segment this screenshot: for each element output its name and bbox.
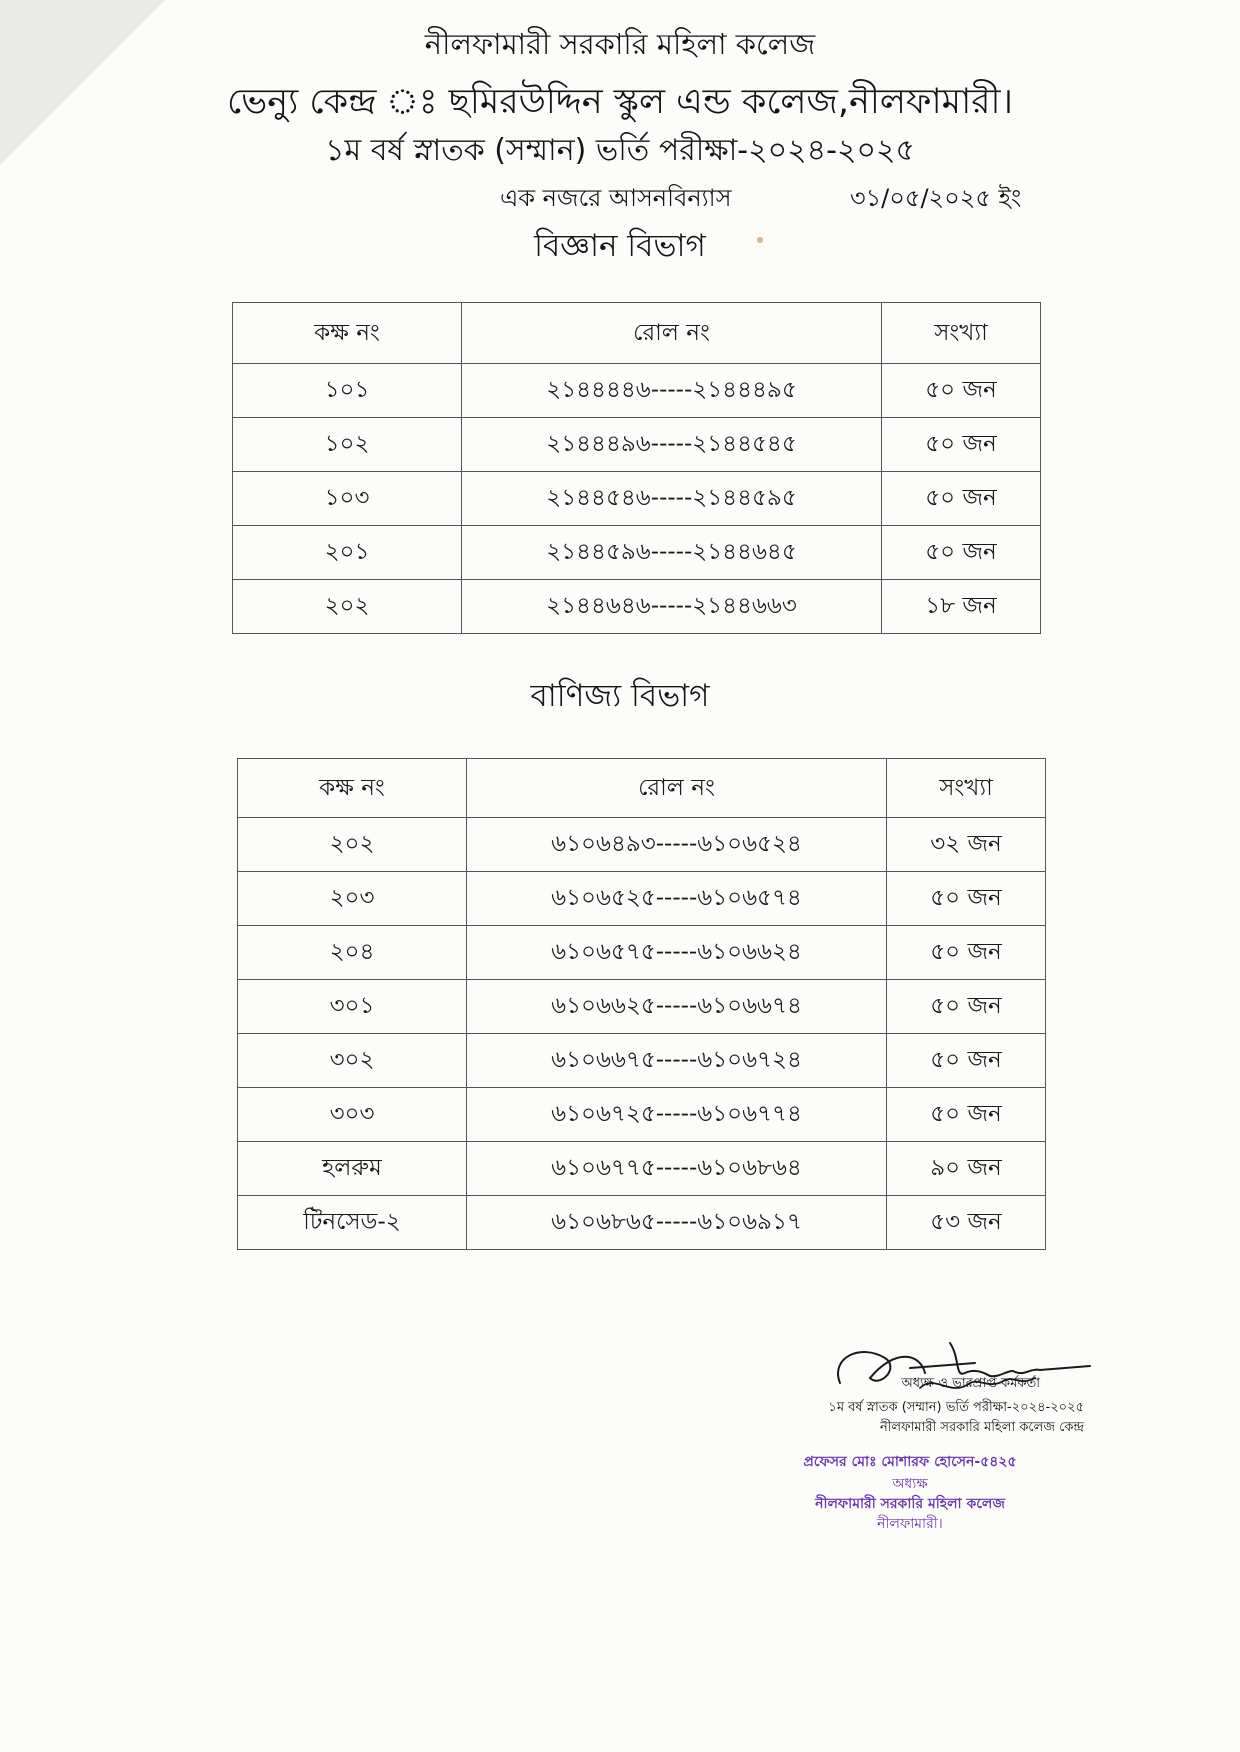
college-name: নীলফামারী সরকারি মহিলা কলেজ xyxy=(424,27,816,61)
header-room: কক্ষ নং xyxy=(238,759,467,818)
count-cell: ৫০ জন xyxy=(882,364,1041,418)
table-row xyxy=(238,872,1046,926)
roll-range-cell: ৬১০৬৭৭৫-----৬১০৬৮৬৪ xyxy=(467,1142,887,1196)
table-row xyxy=(238,1088,1046,1142)
header-room: কক্ষ নং xyxy=(233,303,462,364)
science-section-title: বিজ্ঞান বিভাগ xyxy=(534,228,706,264)
roll-range-cell: ৬১০৬৪৯৩-----৬১০৬৫২৪ xyxy=(467,818,887,872)
table-row xyxy=(238,980,1046,1034)
count-cell: ৫০ জন xyxy=(887,1088,1046,1142)
signature-block xyxy=(700,1320,1120,1550)
table-row xyxy=(233,580,1041,634)
header-count: সংখ্যা xyxy=(882,303,1041,364)
count-cell: ৫০ জন xyxy=(882,472,1041,526)
commerce-section-title: বাণিজ্য বিভাগ xyxy=(530,678,710,714)
count-cell: ৫০ জন xyxy=(887,926,1046,980)
room-cell: ১০১ xyxy=(233,364,462,418)
table-row xyxy=(238,926,1046,980)
seal-title: অধ্যক্ষ xyxy=(892,1476,928,1492)
room-cell: ১০৩ xyxy=(233,472,462,526)
commerce-seat-table xyxy=(237,758,1046,1250)
room-cell: ২০২ xyxy=(238,818,467,872)
count-cell: ১৮ জন xyxy=(882,580,1041,634)
header-roll: রোল নং xyxy=(467,759,887,818)
table-row xyxy=(233,472,1041,526)
roll-range-cell: ২১৪৪৪৪৬-----২১৪৪৪৯৫ xyxy=(462,364,882,418)
room-cell: ১০২ xyxy=(233,418,462,472)
roll-range-cell: ২১৪৪৫৯৬-----২১৪৪৬৪৫ xyxy=(462,526,882,580)
count-cell: ৫০ জন xyxy=(887,872,1046,926)
table-row xyxy=(238,1034,1046,1088)
science-seat-table xyxy=(232,302,1041,634)
room-cell: ৩০২ xyxy=(238,1034,467,1088)
count-cell: ৫০ জন xyxy=(887,1034,1046,1088)
signatory-exam: ১ম বর্ষ স্নাতক (সম্মান) ভর্তি পরীক্ষা-২০২৪-২০২৫ xyxy=(828,1400,1084,1415)
signatory-center: নীলফামারী সরকারি মহিলা কলেজ কেন্দ্র xyxy=(879,1420,1084,1435)
count-cell: ৩২ জন xyxy=(887,818,1046,872)
roll-range-cell: ৬১০৬৮৬৫-----৬১০৬৯১৭ xyxy=(467,1196,887,1250)
seat-plan-subtitle: এক নজরে আসনবিন্যাস xyxy=(500,184,732,212)
count-cell: ৫০ জন xyxy=(882,418,1041,472)
roll-range-cell: ৬১০৬৬২৫-----৬১০৬৬৭৪ xyxy=(467,980,887,1034)
room-cell: হলরুম xyxy=(238,1142,467,1196)
venue-center: ভেন্যু কেন্দ্র ঃ ছমিরউদ্দিন স্কুল এন্ড কলেজ,নীলফামারী। xyxy=(226,82,1014,122)
count-cell: ৫০ জন xyxy=(882,526,1041,580)
table-row xyxy=(233,418,1041,472)
room-cell: ২০১ xyxy=(233,526,462,580)
roll-range-cell: ৬১০৬৫২৫-----৬১০৬৫৭৪ xyxy=(467,872,887,926)
roll-range-cell: ৬১০৬৬৭৫-----৬১০৬৭২৪ xyxy=(467,1034,887,1088)
exam-title: ১ম বর্ষ স্নাতক (সম্মান) ভর্তি পরীক্ষা-২০২৪-২০২৫ xyxy=(325,133,915,168)
header-roll: রোল নং xyxy=(462,303,882,364)
table-row xyxy=(233,364,1041,418)
paper-spot xyxy=(757,237,763,243)
table-row xyxy=(238,1196,1046,1250)
room-cell: ২০৩ xyxy=(238,872,467,926)
roll-range-cell: ৬১০৬৭২৫-----৬১০৬৭৭৪ xyxy=(467,1088,887,1142)
table-row xyxy=(238,818,1046,872)
count-cell: ৫৩ জন xyxy=(887,1196,1046,1250)
room-cell: টিনসেড-২ xyxy=(238,1196,467,1250)
count-cell: ৯০ জন xyxy=(887,1142,1046,1196)
room-cell: ২০২ xyxy=(233,580,462,634)
seal-college: নীলফামারী সরকারি মহিলা কলেজ xyxy=(815,1496,1005,1512)
room-cell: ৩০১ xyxy=(238,980,467,1034)
count-cell: ৫০ জন xyxy=(887,980,1046,1034)
roll-range-cell: ৬১০৬৫৭৫-----৬১০৬৬২৪ xyxy=(467,926,887,980)
seal-name: প্রফেসর মোঃ মোশারফ হোসেন-৫৪২৫ xyxy=(803,1454,1017,1470)
roll-range-cell: ২১৪৪৪৯৬-----২১৪৪৫৪৫ xyxy=(462,418,882,472)
room-cell: ৩০৩ xyxy=(238,1088,467,1142)
roll-range-cell: ২১৪৪৫৪৬-----২১৪৪৫৯৫ xyxy=(462,472,882,526)
table-row xyxy=(238,1142,1046,1196)
room-cell: ২০৪ xyxy=(238,926,467,980)
table-row xyxy=(233,526,1041,580)
seal-place: নীলফামারী। xyxy=(877,1516,943,1532)
signatory-role: অধ্যক্ষ ও ভারপ্রাপ্ত কর্মকর্তা xyxy=(901,1376,1040,1391)
notice-date: ৩১/০৫/২০২৫ ইং xyxy=(850,184,1022,212)
roll-range-cell: ২১৪৪৬৪৬-----২১৪৪৬৬৩ xyxy=(462,580,882,634)
header-count: সংখ্যা xyxy=(887,759,1046,818)
table-header-row xyxy=(233,303,1041,364)
table-header-row xyxy=(238,759,1046,818)
